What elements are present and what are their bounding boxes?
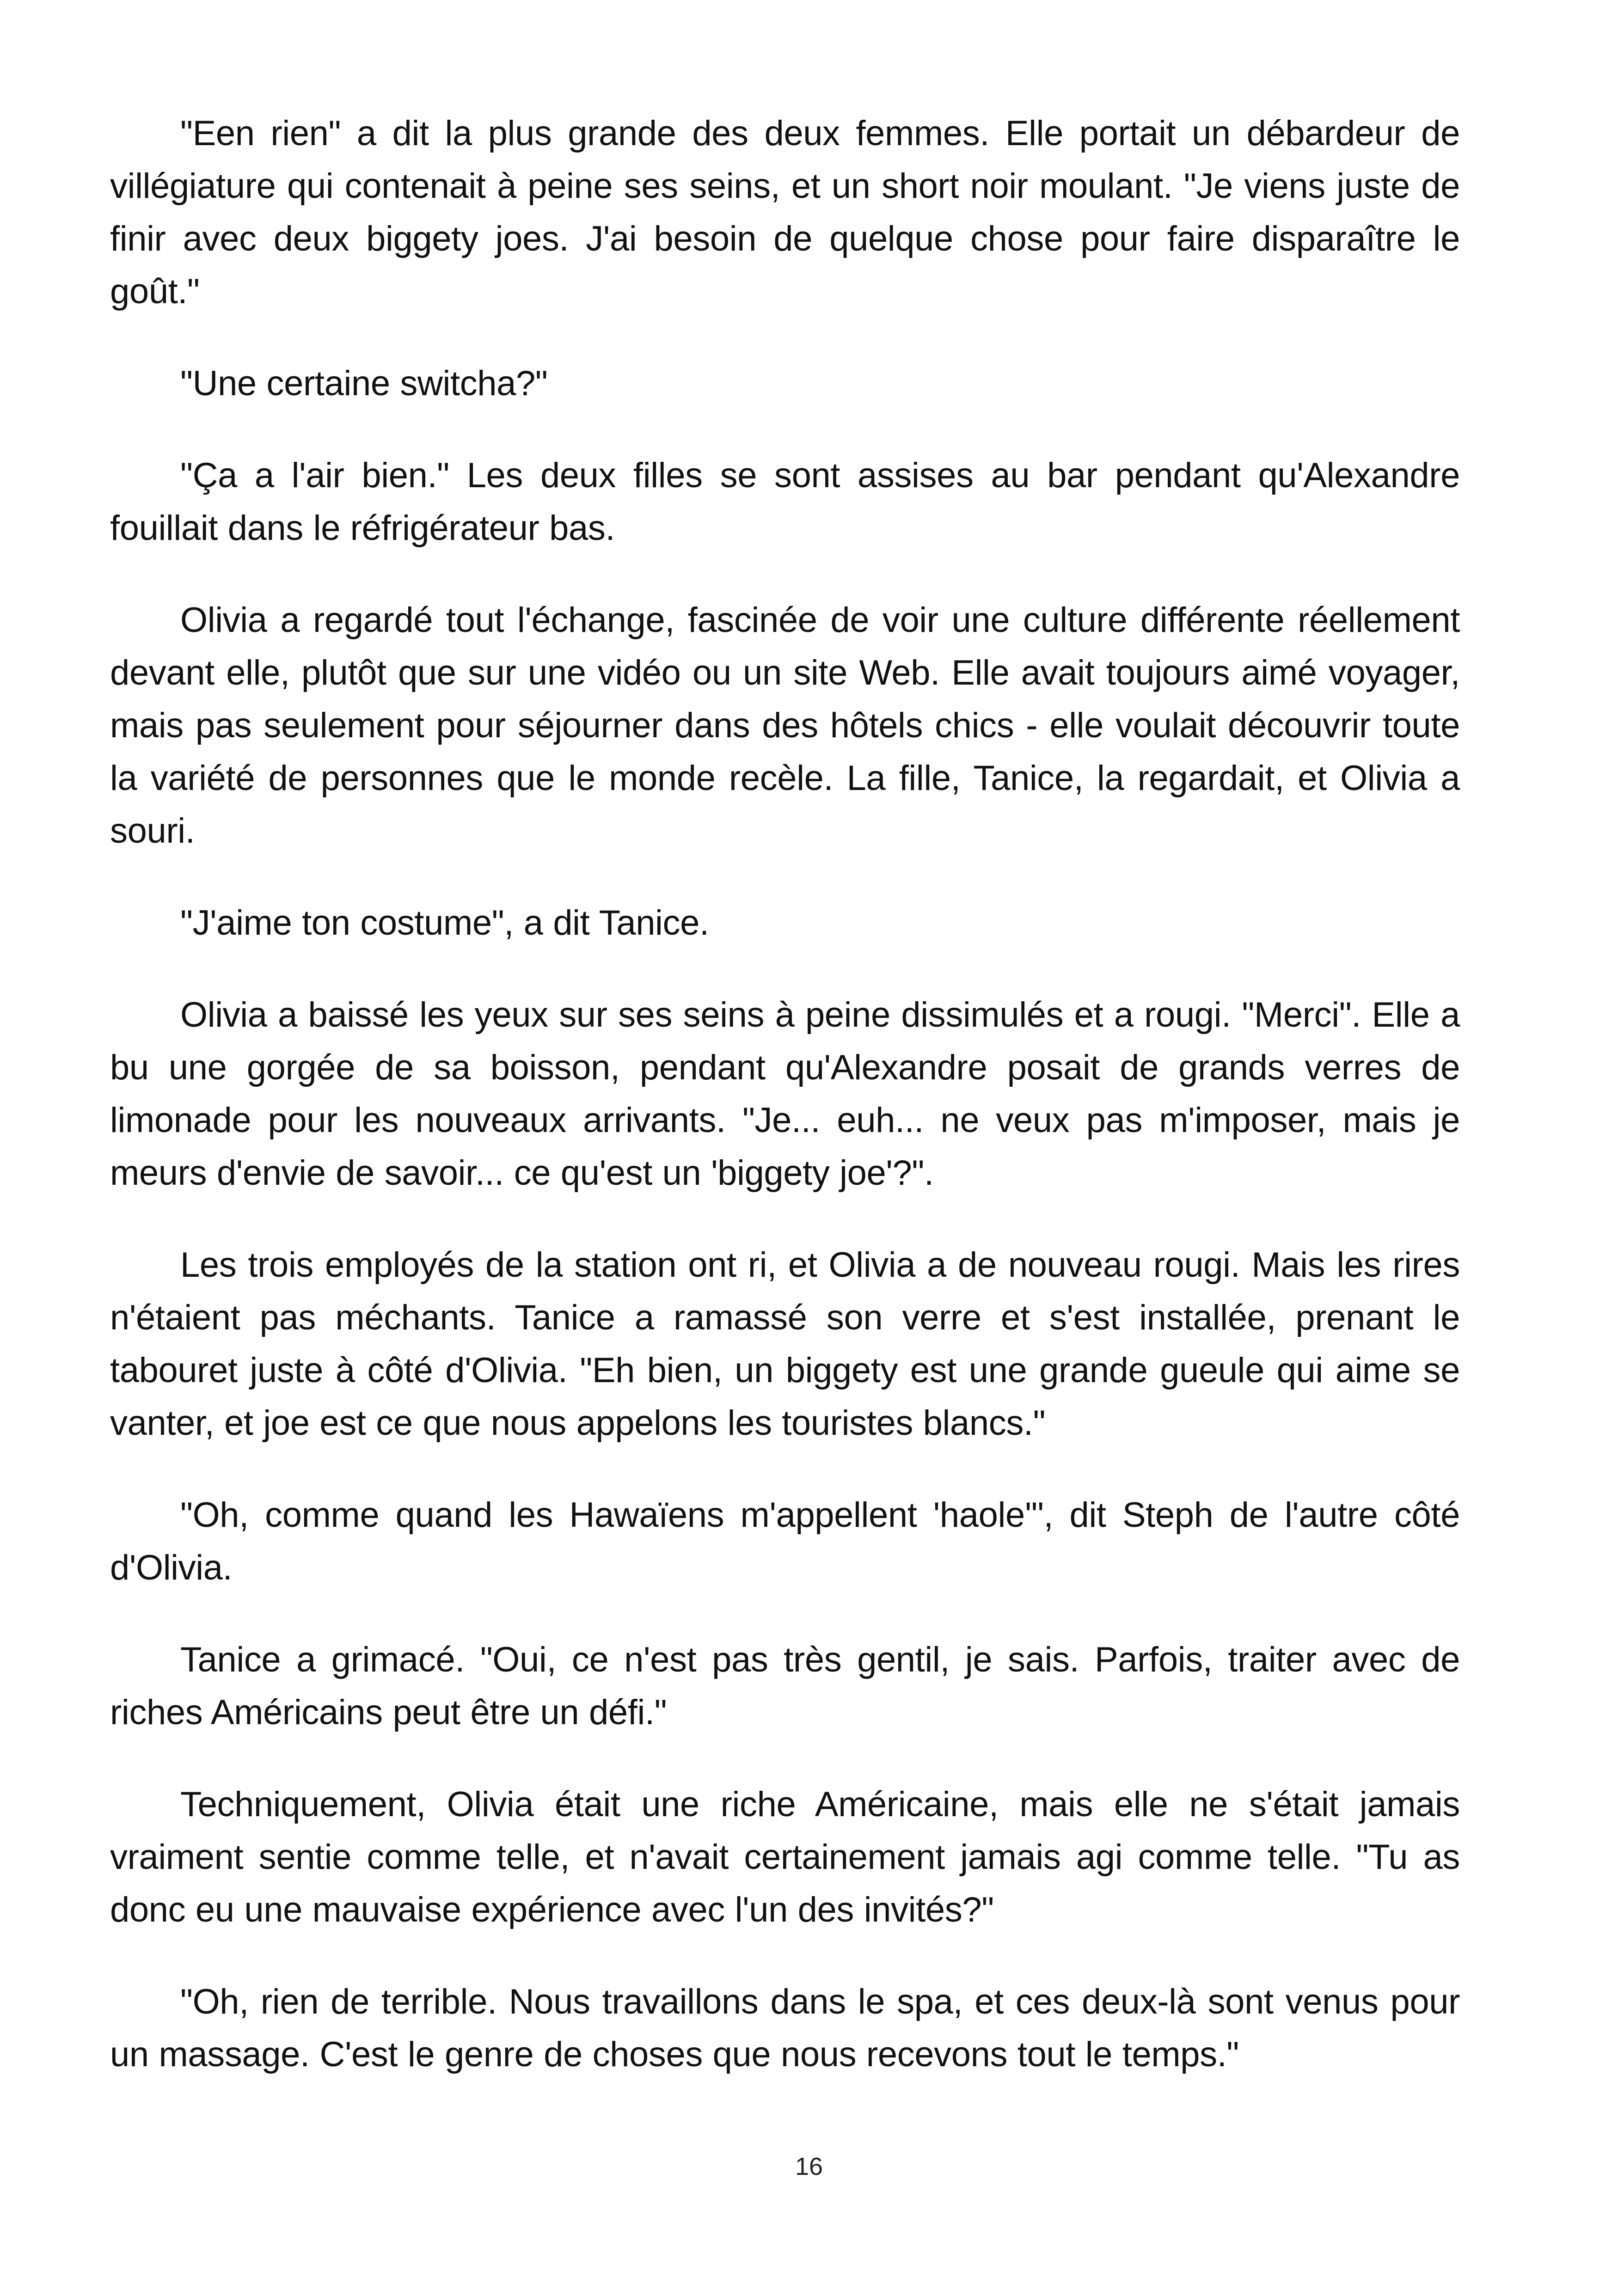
paragraph: "Oh, comme quand les Hawaïens m'appellent 'haole'", dit Steph de l'autre côté d'Olivia. bbox=[110, 1495, 1460, 1587]
page-number: 16 bbox=[795, 2153, 823, 2180]
paragraph: "Een rien" a dit la plus grande des deux femmes. Elle portait un débardeur de villégiature qui contenait à peine ses seins, et un short noir moulant. "Je viens juste de finir avec deux biggety joes. J'ai besoin de quelque chose pour faire disparaître le goût." bbox=[110, 114, 1460, 311]
paragraph: Olivia a baissé les yeux sur ses seins à peine dissimulés et a rougi. "Merci". Elle a bu une gorgée de sa boisson, pendant qu'Alexandre posait de grands verres de limonade pour les nouveaux arrivants. "Je... euh... ne veux pas m'imposer, mais je meurs d'envie de savoir... ce qu'est un 'biggety joe'?". bbox=[110, 995, 1460, 1193]
paragraph: "Une certaine switcha?" bbox=[180, 364, 548, 403]
paragraph: "Ça a l'air bien." Les deux filles se sont assises au bar pendant qu'Alexandre fouillait dans le réfrigérateur bas. bbox=[110, 456, 1460, 548]
paragraph: "Oh, rien de terrible. Nous travaillons dans le spa, et ces deux-là sont venus pour un massage. C'est le genre de choses que nous recevons tout le temps." bbox=[110, 1982, 1460, 2074]
paragraph: Techniquement, Olivia était une riche Américaine, mais elle ne s'était jamais vraiment sentie comme telle, et n'avait certainement jamais agi comme telle. "Tu as donc eu une mauvaise expérience avec l'un des invités?" bbox=[110, 1785, 1460, 1929]
text-body bbox=[110, 107, 1460, 2120]
paragraph: "J'aime ton costume", a dit Tanice. bbox=[180, 903, 709, 943]
paragraph: Olivia a regardé tout l'échange, fascinée de voir une culture différente réellement devant elle, plutôt que sur une vidéo ou un site Web. Elle avait toujours aimé voyager, mais pas seulement pour séjourner dans des hôtels chics - elle voulait découvrir toute la variété de personnes que le monde recèle. La fille, Tanice, la regardait, et Olivia a souri. bbox=[110, 600, 1460, 851]
paragraph: Les trois employés de la station ont ri, et Olivia a de nouveau rougi. Mais les rires n'étaient pas méchants. Tanice a ramassé son verre et s'est installée, prenant le tabouret juste à côté d'Olivia. "Eh bien, un biggety est une grande gueule qui aime se vanter, et joe est ce que nous appelons les touristes blancs." bbox=[110, 1245, 1460, 1443]
paragraph: Tanice a grimacé. "Oui, ce n'est pas très gentil, je sais. Parfois, traiter avec de riches Américains peut être un défi." bbox=[110, 1640, 1460, 1732]
